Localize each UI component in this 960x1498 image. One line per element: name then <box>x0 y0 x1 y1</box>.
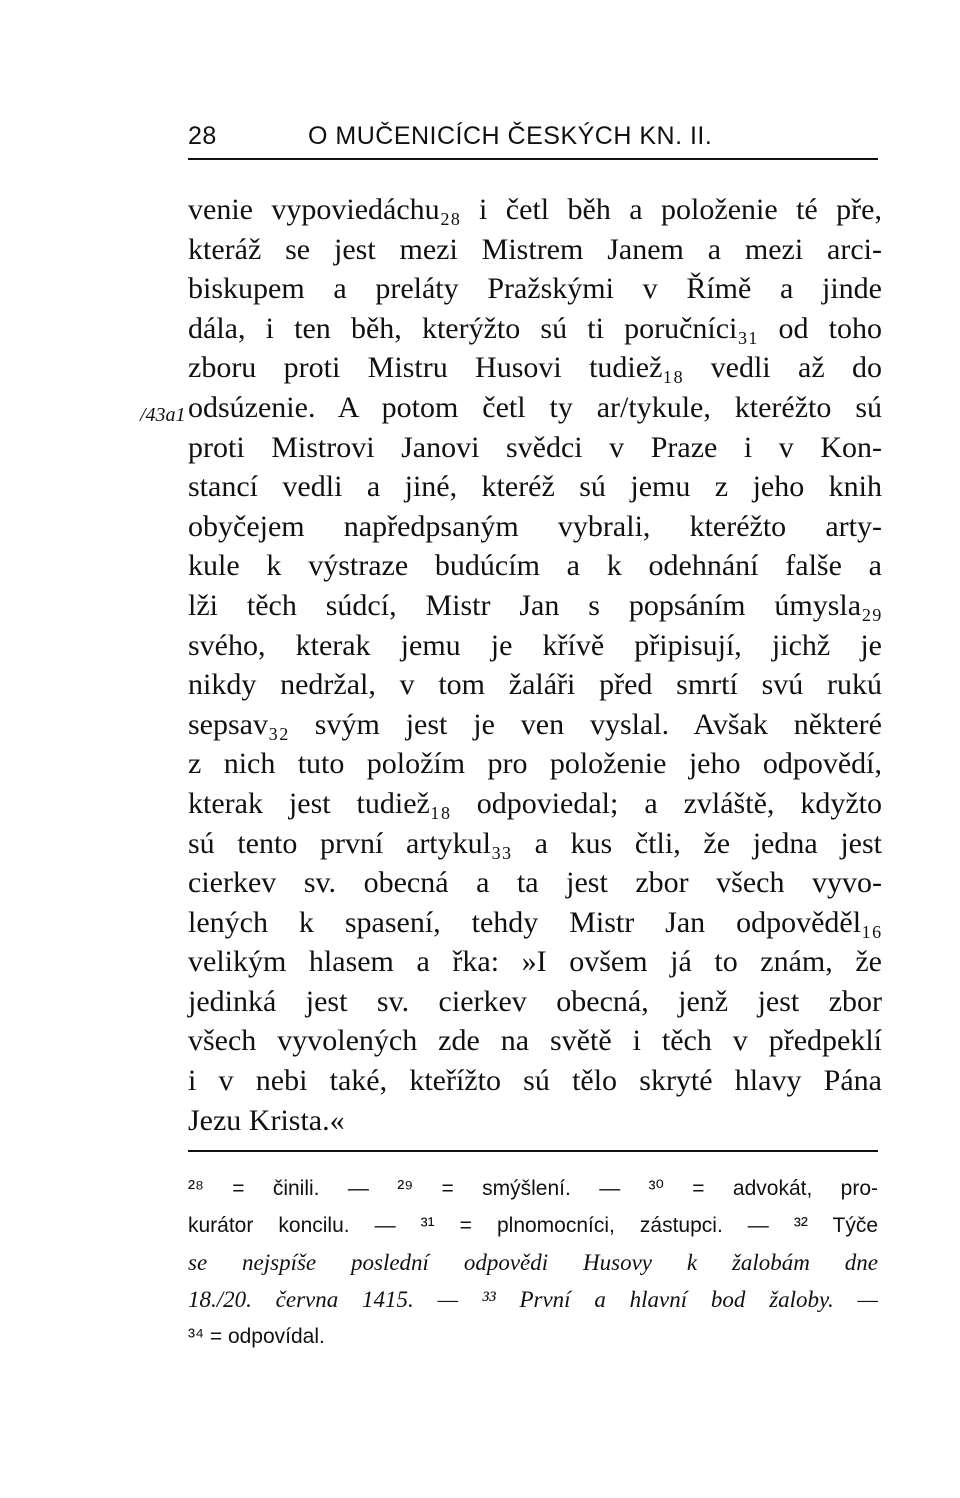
text-line: sú tento první artykul₃₃ a kus čtli, že jedna jest <box>188 826 882 860</box>
text-line: jedinká jest sv. cierkev obecná, jenž jest zbor <box>188 984 882 1018</box>
text-line: z nich tuto položím pro položenie jeho odpovědí, <box>188 747 882 781</box>
text-line: lených k spasení, tehdy Mistr Jan odpověděl₁₆ <box>188 905 882 939</box>
text-line: kteráž se jest mezi Mistrem Janem a mezi arci- <box>188 232 882 266</box>
text-line: sepsav₃₂ svým jest je ven vyslal. Avšak některé <box>188 707 882 741</box>
text-line: velikým hlasem a řka: »I ovšem já to znám, že <box>188 945 882 979</box>
footnote-line: ³⁴ = odpovídal. <box>188 1325 325 1348</box>
text-line: proti Mistrovi Janovi svědci v Praze i v Kon- <box>188 430 882 464</box>
footnote-divider <box>188 1150 878 1152</box>
text-line: Jezu Krista.« <box>188 1103 345 1137</box>
text-line: svého, kterak jemu je křívě připisují, jichž je <box>188 628 882 662</box>
text-line: i v nebi také, kteřížto sú tělo skryté hlavy Pána <box>188 1064 882 1098</box>
footnote-line: 18./20. června 1415. — ³³ První a hlavní bod žaloby. — <box>188 1287 878 1312</box>
text-line: kterak jest tudiež₁₈ odpoviedal; a zvláště, kdyžto <box>188 786 882 820</box>
footnotes <box>188 1170 878 1355</box>
running-title: O MUČENICÍCH ČESKÝCH KN. II. <box>308 122 713 150</box>
text-line: zboru proti Mistru Husovi tudiež₁₈ vedli až do <box>188 351 882 385</box>
text-line: dála, i ten běh, kterýžto sú ti poručníci₃₁ od toho <box>188 311 882 345</box>
footnote-line: se nejspíše poslední odpovědi Husovy k žalobám dne <box>188 1250 878 1275</box>
text-line: stancí vedli a jiné, kteréž sú jemu z jeho knih <box>188 470 882 504</box>
body-text <box>188 190 882 1140</box>
text-line: biskupem a preláty Pražskými v Římě a jinde <box>188 272 882 306</box>
page-number: 28 <box>188 122 217 150</box>
text-line: nikdy nedržal, v tom žaláři před smrtí svú rukú <box>188 668 882 702</box>
text-line: venie vypoviedáchu₂₈ i četl běh a položenie té pře, <box>188 193 882 226</box>
text-line: lži těch súdcí, Mistr Jan s popsáním úmysla₂₉ <box>188 588 882 622</box>
running-header <box>188 118 878 160</box>
text-line: obyčejem napředpsaným vybrali, kteréžto arty- <box>188 509 882 543</box>
text-line: cierkev sv. obecná a ta jest zbor všech vyvo- <box>188 866 882 900</box>
footnote-line: ²⁸ = činili. — ²⁹ = smýšlení. — ³⁰ = advokát, pro- <box>188 1177 878 1200</box>
text-line: kule k výstraze budúcím a k odehnání falše a <box>188 549 882 583</box>
footnote-line: kurátor koncilu. — ³¹ = plnomocníci, zástupci. — ³² Týče <box>188 1214 878 1237</box>
text-line: všech vyvolených zde na světě i těch v předpeklí <box>188 1024 882 1058</box>
text-line: odsúzenie. A potom četl ty ar/tykule, kteréžto sú <box>188 390 882 424</box>
margin-note: /43a1 <box>140 404 186 426</box>
